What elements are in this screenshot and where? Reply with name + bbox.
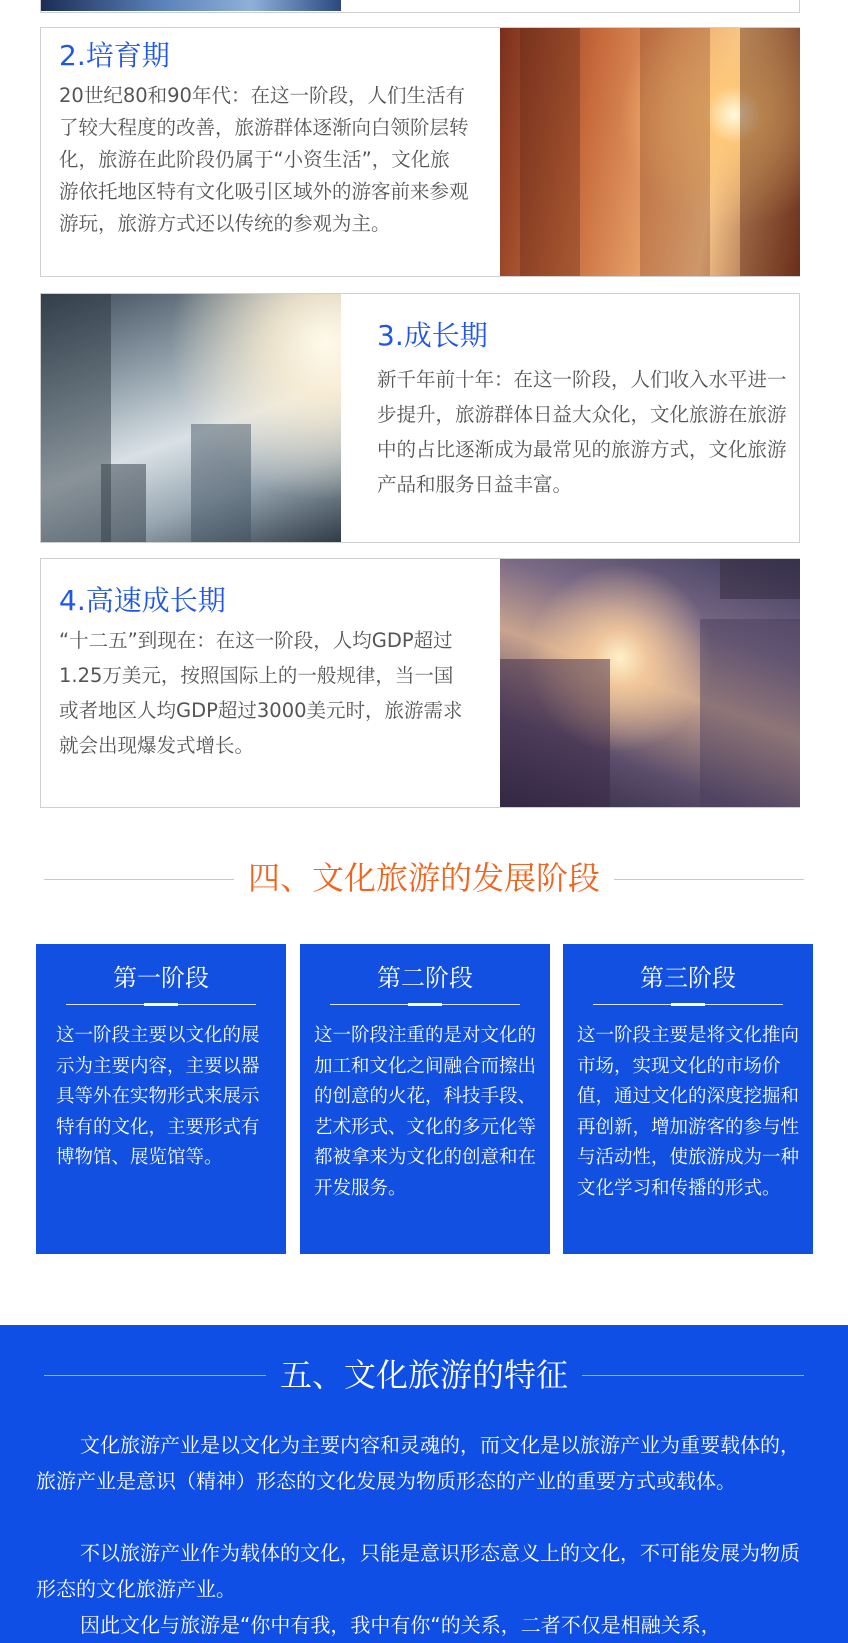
previous-card-bottom bbox=[40, 0, 800, 13]
phase-divider bbox=[66, 1004, 256, 1005]
skyscraper-photo bbox=[41, 294, 341, 542]
stage-title: 4.高速成长期 bbox=[59, 584, 226, 617]
section-paragraph: 不以旅游产业作为载体的文化，只能是意识形态意义上的文化，不可能发展为物质形态的文化旅游产业。 bbox=[36, 1541, 800, 1601]
stage-body: “十二五”到现在：在这一阶段，人均GDP超过1.25万美元，按照国际上的一般规律，当一国或者地区人均GDP超过3000美元时，旅游需求就会出现爆发式增长。 bbox=[59, 629, 463, 757]
phase-divider bbox=[593, 1004, 783, 1005]
section-title-text: 四、文化旅游的发展阶段 bbox=[234, 859, 614, 897]
section-paragraph: 文化旅游产业是以文化为主要内容和灵魂的，而文化是以旅游产业为重要载体的，旅游产业是意识（精神）形态的文化发展为物质形态的产业的重要方式或载体。 bbox=[36, 1433, 800, 1493]
phase-card-2 bbox=[300, 944, 550, 1254]
phase-title: 第一阶段 bbox=[113, 964, 209, 992]
stage-card-text bbox=[377, 318, 787, 502]
phase-divider bbox=[330, 1004, 520, 1005]
features-section bbox=[0, 1325, 848, 1643]
stage-body: 新千年前十年：在这一阶段，人们收入水平进一步提升，旅游群体日益大众化，文化旅游在旅游中的占比逐渐成为最常见的旅游方式，文化旅游产品和服务日益丰富。 bbox=[377, 368, 787, 496]
stage-title: 2.培育期 bbox=[59, 39, 170, 72]
stage-card-3 bbox=[40, 293, 800, 543]
stage-body: 20世纪80和90年代：在这一阶段，人们生活有了较大程度的改善，旅游群体逐渐向白领阶层转化，旅游在此阶段仍属于“小资生活”，文化旅游依托地区特有文化吸引区域外的游客前来参观游玩，旅游方式还以传统的参观为主。 bbox=[59, 84, 469, 235]
phase-title: 第三阶段 bbox=[640, 964, 736, 992]
phase-card-3 bbox=[563, 944, 813, 1254]
section-title: 五、文化旅游的特征 bbox=[279, 1356, 568, 1394]
phase-card-1 bbox=[36, 944, 286, 1254]
previous-card-photo bbox=[41, 0, 341, 11]
phase-body: 这一阶段主要是将文化推向市场，实现文化的市场价值，通过文化的深度挖掘和再创新，增加游客的参与性与活动性，使旅游成为一种文化学习和传播的形式。 bbox=[577, 1025, 800, 1199]
stage-card-text bbox=[59, 38, 469, 240]
section-paragraph: 因此文化与旅游是“你中有我，我中有你“的关系，二者不仅是相融关系， bbox=[80, 1613, 721, 1637]
phase-body: 这一阶段注重的是对文化的加工和文化之间融合而擦出的创意的火花，科技手段、艺术形式、文化的多元化等都被拿来为文化的创意和在开发服务。 bbox=[314, 1025, 537, 1199]
stage-card-2 bbox=[40, 27, 800, 277]
stage-card-text bbox=[59, 583, 469, 763]
stage-card-4 bbox=[40, 558, 800, 808]
skyscraper-photo bbox=[500, 559, 800, 807]
stage-title: 3.成长期 bbox=[377, 319, 488, 352]
section-title bbox=[0, 858, 848, 898]
phase-title: 第二阶段 bbox=[377, 964, 473, 992]
phase-body: 这一阶段主要以文化的展示为主要内容，主要以器具等外在实物形式来展示特有的文化，主要形式有博物馆、展览馆等。 bbox=[56, 1025, 260, 1168]
skyscraper-photo bbox=[500, 28, 800, 276]
